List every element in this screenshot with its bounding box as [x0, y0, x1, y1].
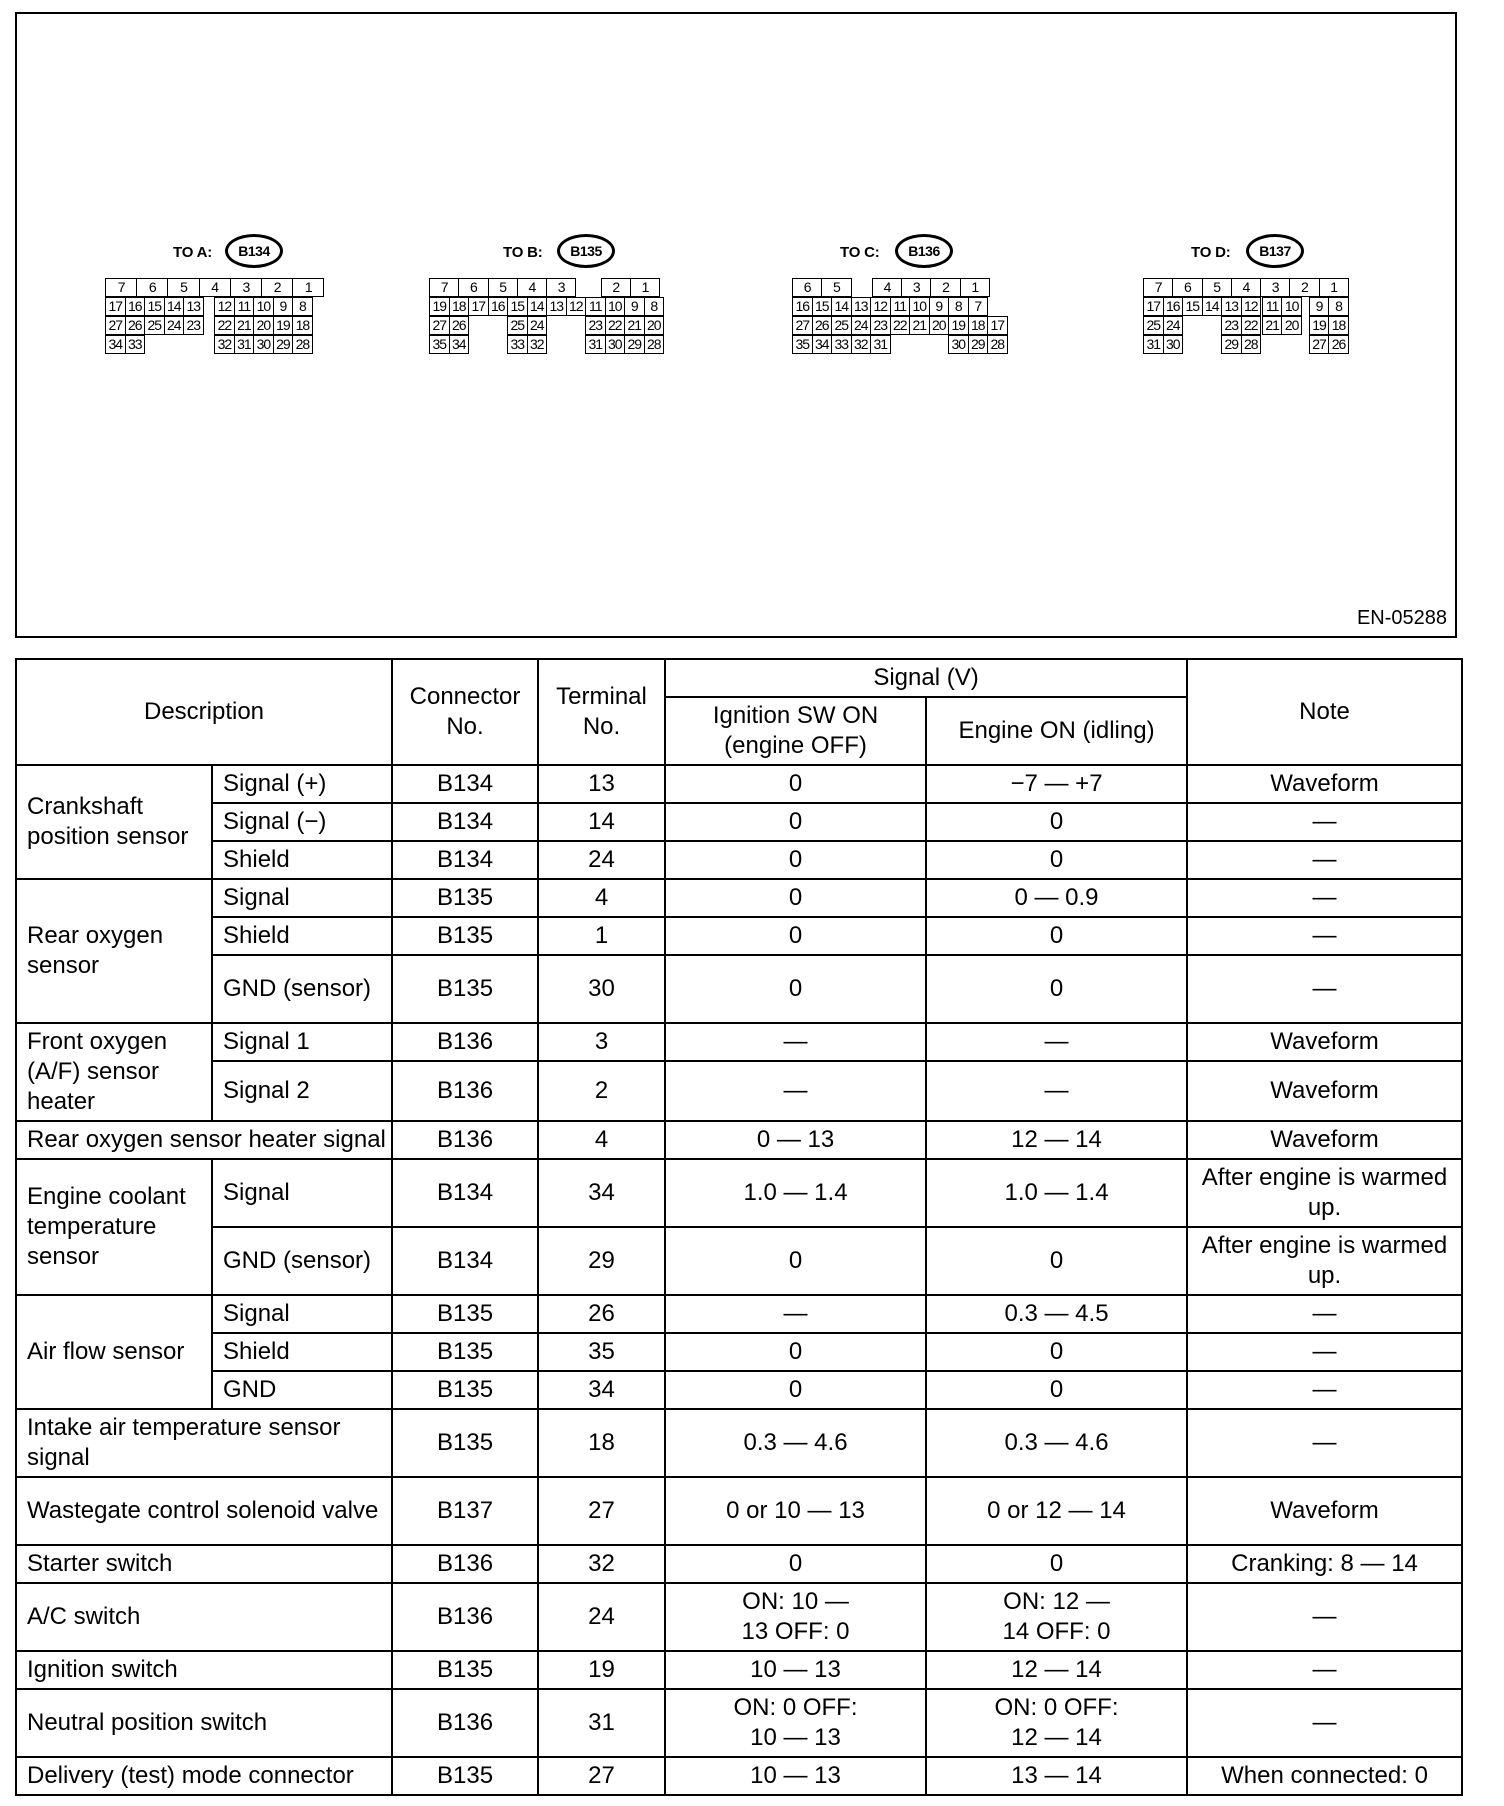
engine-cell: 12 — 14 [926, 1121, 1187, 1159]
pin-cell: 30 [1163, 335, 1184, 354]
group-label: Rear oxygen sensor [16, 879, 212, 1023]
ignition-cell: 0 [665, 765, 926, 803]
engine-cell: −7 — +7 [926, 765, 1187, 803]
pin-cell: 12 [1241, 297, 1262, 316]
pin-cell: 11 [1262, 297, 1283, 316]
pin-cell: 19 [948, 316, 969, 335]
pin-cell: 4 [199, 278, 231, 297]
pin-cell: 32 [851, 335, 872, 354]
note-cell: — [1187, 955, 1462, 1023]
pin-cell: 21 [624, 316, 645, 335]
terminal-cell: 27 [538, 1477, 665, 1545]
sub-label: Signal (−) [212, 803, 392, 841]
engine-cell: 0 [926, 1333, 1187, 1371]
pin-cell: 23 [183, 316, 204, 335]
pin-cell: 28 [292, 335, 313, 354]
ignition-cell: 0 [665, 1371, 926, 1409]
pin-cell: 34 [105, 335, 126, 354]
pin-cell: 19 [1309, 316, 1330, 335]
pin-cell: 17 [987, 316, 1008, 335]
note-cell: — [1187, 879, 1462, 917]
pin-cell: 5 [1202, 278, 1232, 297]
connector-badge: B136 [895, 234, 953, 268]
ignition-cell: 0 [665, 955, 926, 1023]
pin-cell: 24 [164, 316, 185, 335]
ignition-cell: 0 [665, 1333, 926, 1371]
note-cell: — [1187, 1333, 1462, 1371]
pin-cell: 27 [105, 316, 126, 335]
pin-cell: 11 [585, 297, 606, 316]
pin-cell: 14 [164, 297, 185, 316]
pin-cell: 24 [527, 316, 548, 335]
ignition-cell: 0 [665, 1545, 926, 1583]
header-engine-on: Engine ON (idling) [926, 697, 1187, 765]
terminal-cell: 2 [538, 1061, 665, 1121]
connector-cell: B135 [392, 1651, 538, 1689]
pin-cell: 1 [1319, 278, 1349, 297]
connector-label: TO A: [173, 244, 212, 261]
pin-cell: 20 [1281, 316, 1302, 335]
connector-cell: B135 [392, 1333, 538, 1371]
terminal-cell: 30 [538, 955, 665, 1023]
pin-cell: 28 [1241, 335, 1262, 354]
group-label: Air flow sensor [16, 1295, 212, 1409]
engine-cell: ON: 0 OFF: 12 — 14 [926, 1689, 1187, 1757]
ignition-cell: — [665, 1023, 926, 1061]
engine-cell: 0.3 — 4.5 [926, 1295, 1187, 1333]
pin-cell: 32 [527, 335, 548, 354]
pin-cell: 16 [125, 297, 146, 316]
connector-label: TO D: [1191, 244, 1231, 261]
pin-cell: 7 [429, 278, 459, 297]
terminal-cell: 14 [538, 803, 665, 841]
pin-cell: 30 [605, 335, 626, 354]
pin-cell: 2 [1289, 278, 1319, 297]
group-label: Crankshaft position sensor [16, 765, 212, 879]
engine-cell: 12 — 14 [926, 1651, 1187, 1689]
note-cell: When connected: 0 [1187, 1757, 1462, 1795]
connector-cell: B134 [392, 1159, 538, 1227]
connector-badge: B137 [1246, 234, 1304, 268]
ignition-cell: 0 [665, 879, 926, 917]
connector-cell: B135 [392, 1371, 538, 1409]
pin-cell: 5 [488, 278, 518, 297]
pin-cell: 25 [831, 316, 852, 335]
note-cell: Waveform [1187, 1023, 1462, 1061]
connector-badge: B134 [225, 234, 283, 268]
connector-cell: B136 [392, 1061, 538, 1121]
pin-cell: 32 [214, 335, 235, 354]
pin-cell: 25 [507, 316, 528, 335]
pin-cell: 14 [527, 297, 548, 316]
pin-cell: 30 [253, 335, 274, 354]
pin-cell: 2 [261, 278, 293, 297]
header-note: Note [1187, 659, 1462, 765]
pin-cell: 11 [890, 297, 911, 316]
connector-cell: B136 [392, 1545, 538, 1583]
ignition-cell: — [665, 1061, 926, 1121]
engine-cell: — [926, 1023, 1187, 1061]
pin-cell: 16 [792, 297, 813, 316]
pin-cell: 19 [273, 316, 294, 335]
header-terminal: Terminal No. [538, 659, 665, 765]
ignition-cell: 0.3 — 4.6 [665, 1409, 926, 1477]
engine-cell: ON: 12 — 14 OFF: 0 [926, 1583, 1187, 1651]
pin-cell: 25 [144, 316, 165, 335]
pin-cell: 31 [870, 335, 891, 354]
engine-cell: 0 [926, 917, 1187, 955]
pin-cell: 7 [968, 297, 989, 316]
pin-cell: 17 [468, 297, 489, 316]
sub-label: GND (sensor) [212, 1227, 392, 1295]
connector-cell: B135 [392, 917, 538, 955]
pin-cell: 27 [1309, 335, 1330, 354]
engine-cell: 0 [926, 1545, 1187, 1583]
pin-cell: 28 [987, 335, 1008, 354]
note-cell: — [1187, 1651, 1462, 1689]
connector-cell: B136 [392, 1689, 538, 1757]
signal-table [15, 658, 1463, 1796]
pin-cell: 13 [546, 297, 567, 316]
terminal-cell: 19 [538, 1651, 665, 1689]
pin-cell: 17 [105, 297, 126, 316]
pin-cell: 24 [1163, 316, 1184, 335]
note-cell: — [1187, 1409, 1462, 1477]
pin-cell: 3 [901, 278, 931, 297]
terminal-cell: 13 [538, 765, 665, 803]
pin-cell: 33 [507, 335, 528, 354]
pin-cell: 22 [605, 316, 626, 335]
pin-cell: 26 [1328, 335, 1349, 354]
ignition-cell: 0 [665, 803, 926, 841]
pin-cell: 7 [1143, 278, 1173, 297]
connector-cell: B137 [392, 1477, 538, 1545]
sub-label: GND (sensor) [212, 955, 392, 1023]
sub-label: Shield [212, 917, 392, 955]
ignition-cell: ON: 10 — 13 OFF: 0 [665, 1583, 926, 1651]
header-description: Description [16, 659, 392, 765]
note-cell: — [1187, 1371, 1462, 1409]
engine-cell: — [926, 1061, 1187, 1121]
pin-cell: 22 [214, 316, 235, 335]
engine-cell: 0 [926, 955, 1187, 1023]
pin-cell: 29 [1221, 335, 1242, 354]
sub-label: Signal [212, 879, 392, 917]
ignition-cell: 0 [665, 917, 926, 955]
terminal-cell: 34 [538, 1159, 665, 1227]
pin-cell: 30 [948, 335, 969, 354]
note-cell: — [1187, 1689, 1462, 1757]
pin-cell: 8 [292, 297, 313, 316]
pin-cell: 34 [449, 335, 470, 354]
note-cell: After engine is warmed up. [1187, 1227, 1462, 1295]
note-cell: — [1187, 1295, 1462, 1333]
terminal-cell: 29 [538, 1227, 665, 1295]
note-cell: Waveform [1187, 1121, 1462, 1159]
connector-label: TO B: [503, 244, 543, 261]
description-cell: Starter switch [16, 1545, 392, 1583]
description-cell: Ignition switch [16, 1651, 392, 1689]
connector-cell: B135 [392, 1757, 538, 1795]
ignition-cell: 0 or 10 — 13 [665, 1477, 926, 1545]
pin-cell: 9 [273, 297, 294, 316]
connector-cell: B134 [392, 841, 538, 879]
connector-diagram [15, 12, 1457, 638]
connector-cell: B134 [392, 803, 538, 841]
pin-cell: 5 [821, 278, 851, 297]
engine-cell: 0 [926, 803, 1187, 841]
pin-cell: 18 [1328, 316, 1349, 335]
group-label: Front oxygen (A/F) sensor heater [16, 1023, 212, 1121]
description-cell: A/C switch [16, 1583, 392, 1651]
terminal-cell: 35 [538, 1333, 665, 1371]
note-cell: — [1187, 803, 1462, 841]
terminal-cell: 31 [538, 1689, 665, 1757]
connector-cell: B134 [392, 765, 538, 803]
pin-cell: 22 [890, 316, 911, 335]
description-cell: Delivery (test) mode connector [16, 1757, 392, 1795]
description-cell: Rear oxygen sensor heater signal [16, 1121, 392, 1159]
terminal-cell: 1 [538, 917, 665, 955]
note-cell: Waveform [1187, 1477, 1462, 1545]
pin-cell: 22 [1241, 316, 1262, 335]
pin-cell: 23 [585, 316, 606, 335]
connector-cell: B136 [392, 1121, 538, 1159]
pin-cell: 3 [1260, 278, 1290, 297]
pin-cell: 8 [644, 297, 665, 316]
pin-cell: 12 [566, 297, 587, 316]
connector-label: TO C: [840, 244, 880, 261]
terminal-cell: 34 [538, 1371, 665, 1409]
engine-cell: 13 — 14 [926, 1757, 1187, 1795]
terminal-cell: 4 [538, 1121, 665, 1159]
sub-label: Signal (+) [212, 765, 392, 803]
pin-cell: 35 [792, 335, 813, 354]
pin-cell: 11 [234, 297, 255, 316]
sub-label: Signal [212, 1295, 392, 1333]
description-cell: Neutral position switch [16, 1689, 392, 1757]
pin-cell: 28 [644, 335, 665, 354]
note-cell: — [1187, 841, 1462, 879]
pin-cell: 1 [960, 278, 990, 297]
pin-cell: 26 [125, 316, 146, 335]
pin-cell: 1 [630, 278, 660, 297]
pin-cell: 24 [851, 316, 872, 335]
pin-cell: 2 [930, 278, 960, 297]
sub-label: Shield [212, 1333, 392, 1371]
pin-cell: 15 [812, 297, 833, 316]
header-connector: Connector No. [392, 659, 538, 765]
pin-cell: 13 [1221, 297, 1242, 316]
pin-cell: 26 [449, 316, 470, 335]
ignition-cell: 1.0 — 1.4 [665, 1159, 926, 1227]
engine-cell: 0 [926, 1227, 1187, 1295]
terminal-cell: 18 [538, 1409, 665, 1477]
terminal-cell: 24 [538, 841, 665, 879]
engine-cell: 0.3 — 4.6 [926, 1409, 1187, 1477]
connector-cell: B134 [392, 1227, 538, 1295]
pin-cell: 18 [449, 297, 470, 316]
pin-cell: 6 [1172, 278, 1202, 297]
sub-label: Shield [212, 841, 392, 879]
pin-cell: 3 [546, 278, 576, 297]
pin-cell: 9 [1309, 297, 1330, 316]
connector-cell: B136 [392, 1023, 538, 1061]
ignition-cell: 10 — 13 [665, 1757, 926, 1795]
pin-cell: 8 [1328, 297, 1349, 316]
pin-cell: 20 [644, 316, 665, 335]
sub-label: Signal 2 [212, 1061, 392, 1121]
pin-cell: 10 [909, 297, 930, 316]
pin-cell: 9 [624, 297, 645, 316]
pin-cell: 5 [167, 278, 199, 297]
pin-cell: 27 [429, 316, 450, 335]
pin-cell: 4 [1231, 278, 1261, 297]
terminal-cell: 27 [538, 1757, 665, 1795]
connector-cell: B135 [392, 1295, 538, 1333]
ignition-cell: 0 [665, 841, 926, 879]
pin-cell: 17 [1143, 297, 1164, 316]
pin-cell: 10 [605, 297, 626, 316]
engine-cell: 0 [926, 841, 1187, 879]
engine-cell: 0 [926, 1371, 1187, 1409]
terminal-cell: 32 [538, 1545, 665, 1583]
pin-cell: 33 [125, 335, 146, 354]
pin-cell: 35 [429, 335, 450, 354]
note-cell: — [1187, 1583, 1462, 1651]
description-cell: Intake air temperature sensor signal [16, 1409, 392, 1477]
note-cell: After engine is warmed up. [1187, 1159, 1462, 1227]
ignition-cell: 0 [665, 1227, 926, 1295]
pin-cell: 31 [1143, 335, 1164, 354]
pin-cell: 29 [968, 335, 989, 354]
terminal-cell: 24 [538, 1583, 665, 1651]
connector-cell: B136 [392, 1583, 538, 1651]
pin-cell: 18 [292, 316, 313, 335]
pin-cell: 16 [1163, 297, 1184, 316]
terminal-cell: 26 [538, 1295, 665, 1333]
engine-cell: 0 — 0.9 [926, 879, 1187, 917]
description-cell: Wastegate control solenoid valve [16, 1477, 392, 1545]
pin-cell: 23 [870, 316, 891, 335]
pin-cell: 23 [1221, 316, 1242, 335]
pin-cell: 2 [601, 278, 631, 297]
pin-cell: 31 [234, 335, 255, 354]
sub-label: Signal 1 [212, 1023, 392, 1061]
pin-cell: 15 [144, 297, 165, 316]
pin-cell: 27 [792, 316, 813, 335]
sub-label: GND [212, 1371, 392, 1409]
header-signal: Signal (V) [665, 659, 1187, 697]
engine-cell: 1.0 — 1.4 [926, 1159, 1187, 1227]
engine-cell: 0 or 12 — 14 [926, 1477, 1187, 1545]
pin-cell: 19 [429, 297, 450, 316]
pin-cell: 1 [292, 278, 324, 297]
pin-cell: 16 [488, 297, 509, 316]
note-cell: Cranking: 8 — 14 [1187, 1545, 1462, 1583]
pin-cell: 4 [872, 278, 902, 297]
ignition-cell: ON: 0 OFF: 10 — 13 [665, 1689, 926, 1757]
pin-cell: 3 [230, 278, 262, 297]
pin-cell: 9 [929, 297, 950, 316]
ignition-cell: 0 — 13 [665, 1121, 926, 1159]
pin-cell: 10 [253, 297, 274, 316]
pin-cell: 6 [458, 278, 488, 297]
figure-code: EN-05288 [1356, 607, 1447, 629]
pin-cell: 20 [929, 316, 950, 335]
pin-cell: 14 [1202, 297, 1223, 316]
pin-cell: 21 [1262, 316, 1283, 335]
pin-cell: 13 [183, 297, 204, 316]
terminal-cell: 3 [538, 1023, 665, 1061]
pin-cell: 8 [948, 297, 969, 316]
pin-cell: 12 [214, 297, 235, 316]
connector-cell: B135 [392, 955, 538, 1023]
pin-cell: 29 [624, 335, 645, 354]
pin-cell: 29 [273, 335, 294, 354]
pin-cell: 13 [851, 297, 872, 316]
connector-cell: B135 [392, 879, 538, 917]
header-ignition-on: Ignition SW ON (engine OFF) [665, 697, 926, 765]
pin-cell: 12 [870, 297, 891, 316]
pin-cell: 26 [812, 316, 833, 335]
pin-cell: 33 [831, 335, 852, 354]
pin-cell: 7 [105, 278, 137, 297]
sub-label: Signal [212, 1159, 392, 1227]
ignition-cell: — [665, 1295, 926, 1333]
pin-cell: 14 [831, 297, 852, 316]
pin-cell: 10 [1281, 297, 1302, 316]
pin-cell: 31 [585, 335, 606, 354]
note-cell: Waveform [1187, 1061, 1462, 1121]
group-label: Engine coolant temperature sensor [16, 1159, 212, 1295]
pin-cell: 18 [968, 316, 989, 335]
pin-cell: 21 [909, 316, 930, 335]
pin-cell: 15 [507, 297, 528, 316]
pin-cell: 6 [136, 278, 168, 297]
pin-cell: 15 [1182, 297, 1203, 316]
pin-cell: 21 [234, 316, 255, 335]
ignition-cell: 10 — 13 [665, 1651, 926, 1689]
pin-cell: 34 [812, 335, 833, 354]
pin-cell: 20 [253, 316, 274, 335]
note-cell: Waveform [1187, 765, 1462, 803]
pin-cell: 6 [792, 278, 822, 297]
pin-cell: 4 [517, 278, 547, 297]
note-cell: — [1187, 917, 1462, 955]
connector-cell: B135 [392, 1409, 538, 1477]
connector-badge: B135 [557, 234, 615, 268]
terminal-cell: 4 [538, 879, 665, 917]
pin-cell: 25 [1143, 316, 1164, 335]
